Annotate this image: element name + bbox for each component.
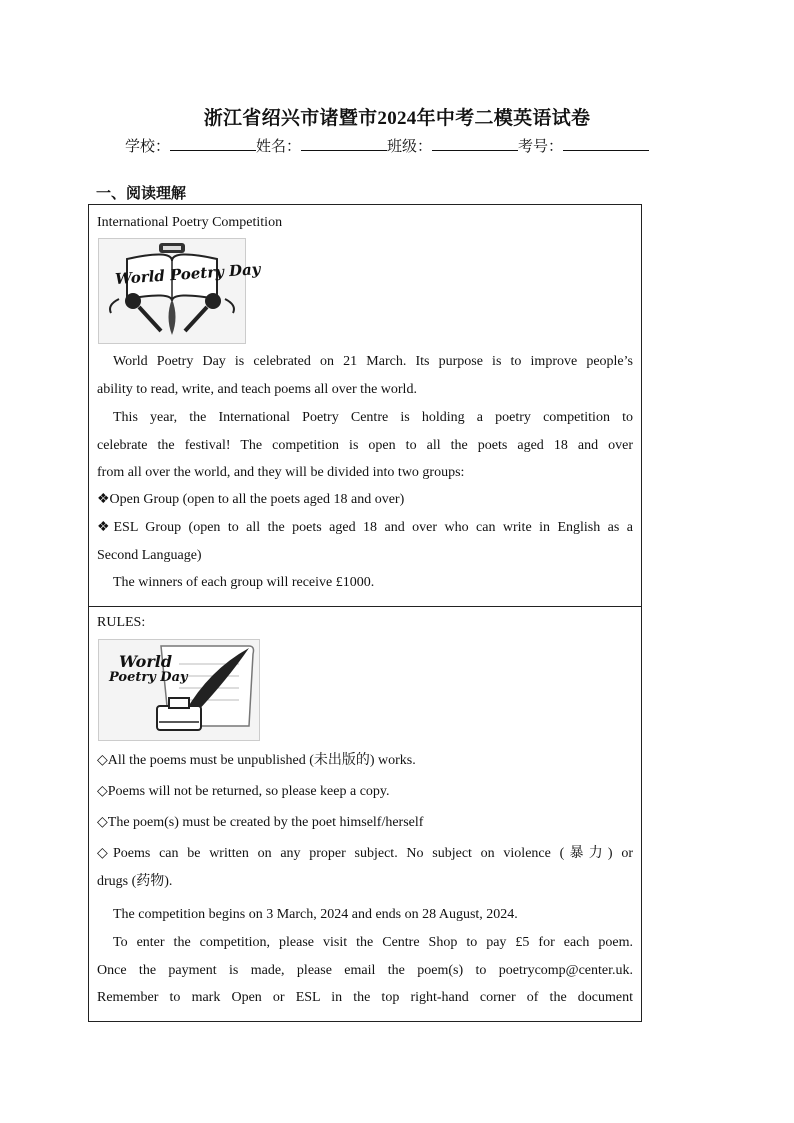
box1-bullet-esl-group: ❖ESL Group (open to all the poets aged 18 and over who can write in English as a Second Language)	[97, 520, 633, 563]
school-blank	[170, 136, 256, 151]
poetry-book-icon	[99, 239, 245, 343]
rules-heading: RULES:	[97, 615, 146, 630]
class-label: 班级：	[387, 137, 433, 155]
box1-paragraph-1: World Poetry Day is celebrated on 21 March. Its purpose is to improve people’s ability to read, write, and teach poems all over the world.	[97, 354, 633, 397]
box2-paragraph-dates: The competition begins on 3 March, 2024 and ends on 28 August, 2024.	[113, 907, 518, 922]
box2-paragraph-entry: To enter the competition, please visit the Centre Shop to pay £5 for each poem. Once the payment is made, please email the poem(s) to poetrycomp@center.uk. Remember to mark Open or ESL in the top right-hand corner of the document	[97, 935, 633, 1005]
rule-2: ◇Poems will not be returned, so please keep a copy.	[97, 784, 390, 799]
box1-bullet-open-group: ❖Open Group (open to all the poets aged 18 and over)	[97, 492, 405, 507]
name-label: 姓名：	[256, 137, 302, 155]
passage-box-1	[88, 204, 642, 607]
box1-paragraph-2: This year, the International Poetry Centre is holding a poetry competition to celebrate the festival! The competition is open to all the poets aged 18 and over from all over the world, and they will be divided into two groups:	[97, 410, 633, 480]
logo1-text: World Poetry Day	[114, 259, 262, 289]
class-blank	[432, 136, 518, 151]
box1-paragraph-3: The winners of each group will receive £1000.	[113, 575, 375, 590]
box1-heading: International Poetry Competition	[97, 215, 283, 230]
student-info-line	[125, 135, 649, 156]
name-blank	[301, 136, 387, 151]
world-poetry-day-logo-2	[98, 639, 260, 741]
exam-number-blank	[563, 136, 649, 151]
logo2-text-2: Poetry Day	[109, 670, 188, 685]
section-title: 一、阅读理解	[96, 184, 187, 202]
rule-4: ◇Poems can be written on any proper subject. No subject on violence (暴力) or drugs (药物).	[97, 846, 633, 889]
logo2-text-1: World	[119, 652, 173, 671]
passage-box-2	[88, 606, 642, 1022]
rule-3: ◇The poem(s) must be created by the poet himself/herself	[97, 815, 424, 830]
page-title: 浙江省绍兴市诸暨市2024年中考二模英语试卷	[203, 108, 591, 129]
exam-number-label: 考号：	[518, 137, 564, 155]
rule-1: ◇All the poems must be unpublished (未出版的) works.	[97, 753, 416, 768]
school-label: 学校：	[125, 137, 171, 155]
world-poetry-day-logo-1	[98, 238, 262, 344]
